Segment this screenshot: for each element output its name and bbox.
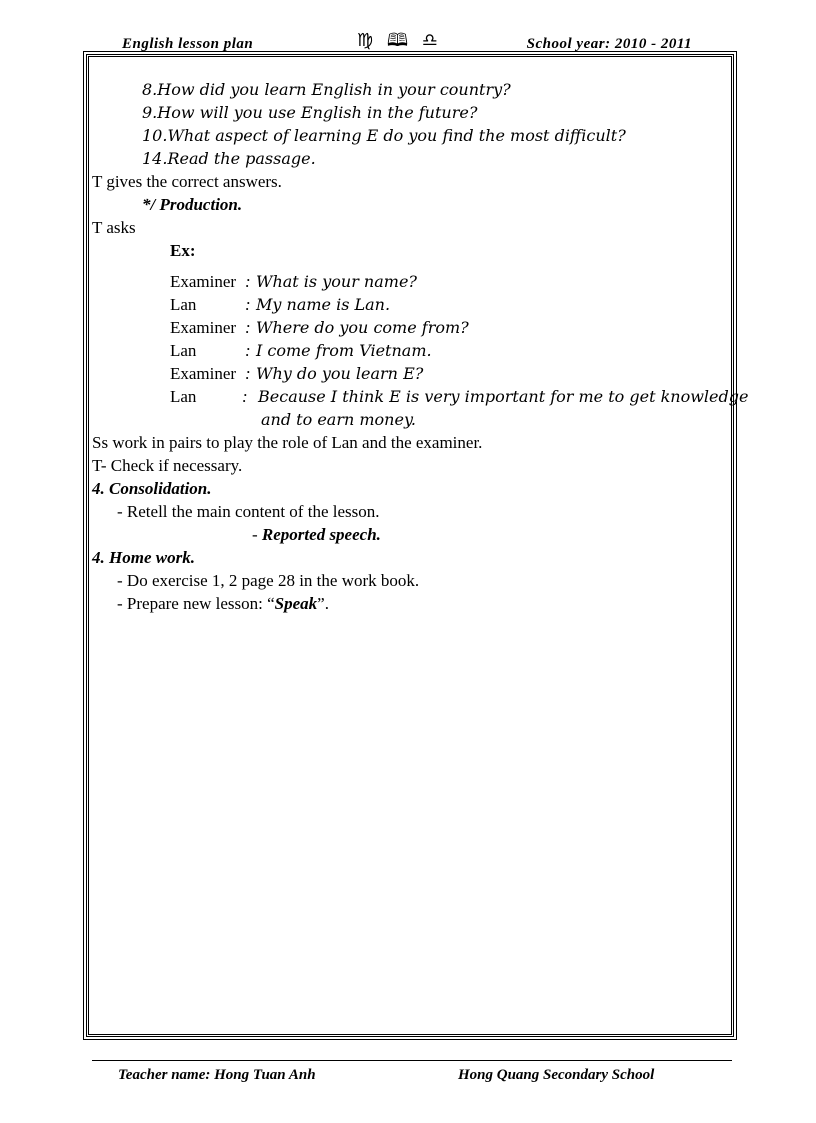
question-14: 14.Read the passage.: [142, 149, 316, 168]
footer-teacher-name: Teacher name: Hong Tuan Anh: [118, 1067, 316, 1083]
prepare-item: [117, 594, 329, 614]
dialogue-speaker: Examiner: [170, 364, 237, 383]
header-school-year: School year: 2010 - 2011: [526, 36, 692, 52]
dialogue-sep: :: [245, 272, 251, 291]
pair-work: Ss work in pairs to play the role of Lan and the examiner.: [92, 433, 483, 452]
dialogue-text: What is your name?: [256, 272, 417, 291]
page-footer: [92, 1060, 732, 1091]
retell-item: - Retell the main content of the lesson.: [117, 502, 380, 521]
reported-prefix: -: [252, 525, 262, 544]
prepare-lesson-name: Speak: [274, 594, 318, 613]
dialogue-sep: :: [245, 318, 251, 337]
consolidation-heading: 4. Consolidation.: [92, 479, 212, 498]
dialogue-sep: :: [245, 341, 251, 360]
dialogue-text: Because I think E is very important for me to get knowledge: [258, 387, 749, 406]
teacher-asks: T asks: [92, 218, 136, 237]
question-9: 9.How will you use English in the future?: [142, 103, 478, 122]
teacher-check: T- Check if necessary.: [92, 456, 243, 475]
header-symbols: ♍ 🕮 ♎: [357, 30, 442, 51]
production-heading: */ Production.: [142, 195, 243, 214]
exercise-item: - Do exercise 1, 2 page 28 in the work book.: [117, 571, 420, 590]
dialogue-sep: :: [242, 387, 248, 406]
question-10: 10.What aspect of learning E do you find the most difficult?: [142, 126, 626, 145]
dialogue-text: Why do you learn E?: [256, 364, 424, 383]
question-8: 8.How did you learn English in your country?: [142, 80, 511, 99]
prepare-suffix: ”.: [317, 594, 329, 613]
dialogue-speaker: Lan: [170, 295, 197, 314]
dialogue-text: Where do you come from?: [256, 318, 469, 337]
reported-speech: Reported speech.: [261, 525, 381, 544]
dialogue-speaker: Lan: [170, 341, 197, 360]
example-label: Ex:: [170, 241, 196, 260]
dialogue-speaker: Examiner: [170, 318, 237, 337]
dialogue-speaker: Lan: [170, 387, 197, 406]
dialogue-speaker: Examiner: [170, 272, 237, 291]
dialogue-text: My name is Lan.: [256, 295, 391, 314]
dialogue-continuation: and to earn money.: [261, 410, 416, 429]
dialogue-sep: :: [245, 295, 251, 314]
page-header: [92, 28, 732, 55]
teacher-answers: T gives the correct answers.: [92, 172, 282, 191]
header-lesson-plan: English lesson plan: [122, 36, 254, 52]
prepare-prefix: - Prepare new lesson: “: [117, 594, 275, 613]
reported-speech-item: [252, 525, 381, 545]
dialogue-text: I come from Vietnam.: [256, 341, 432, 360]
homework-heading: 4. Home work.: [92, 548, 195, 567]
dialogue-sep: :: [245, 364, 251, 383]
footer-school-name: Hong Quang Secondary School: [458, 1067, 655, 1083]
